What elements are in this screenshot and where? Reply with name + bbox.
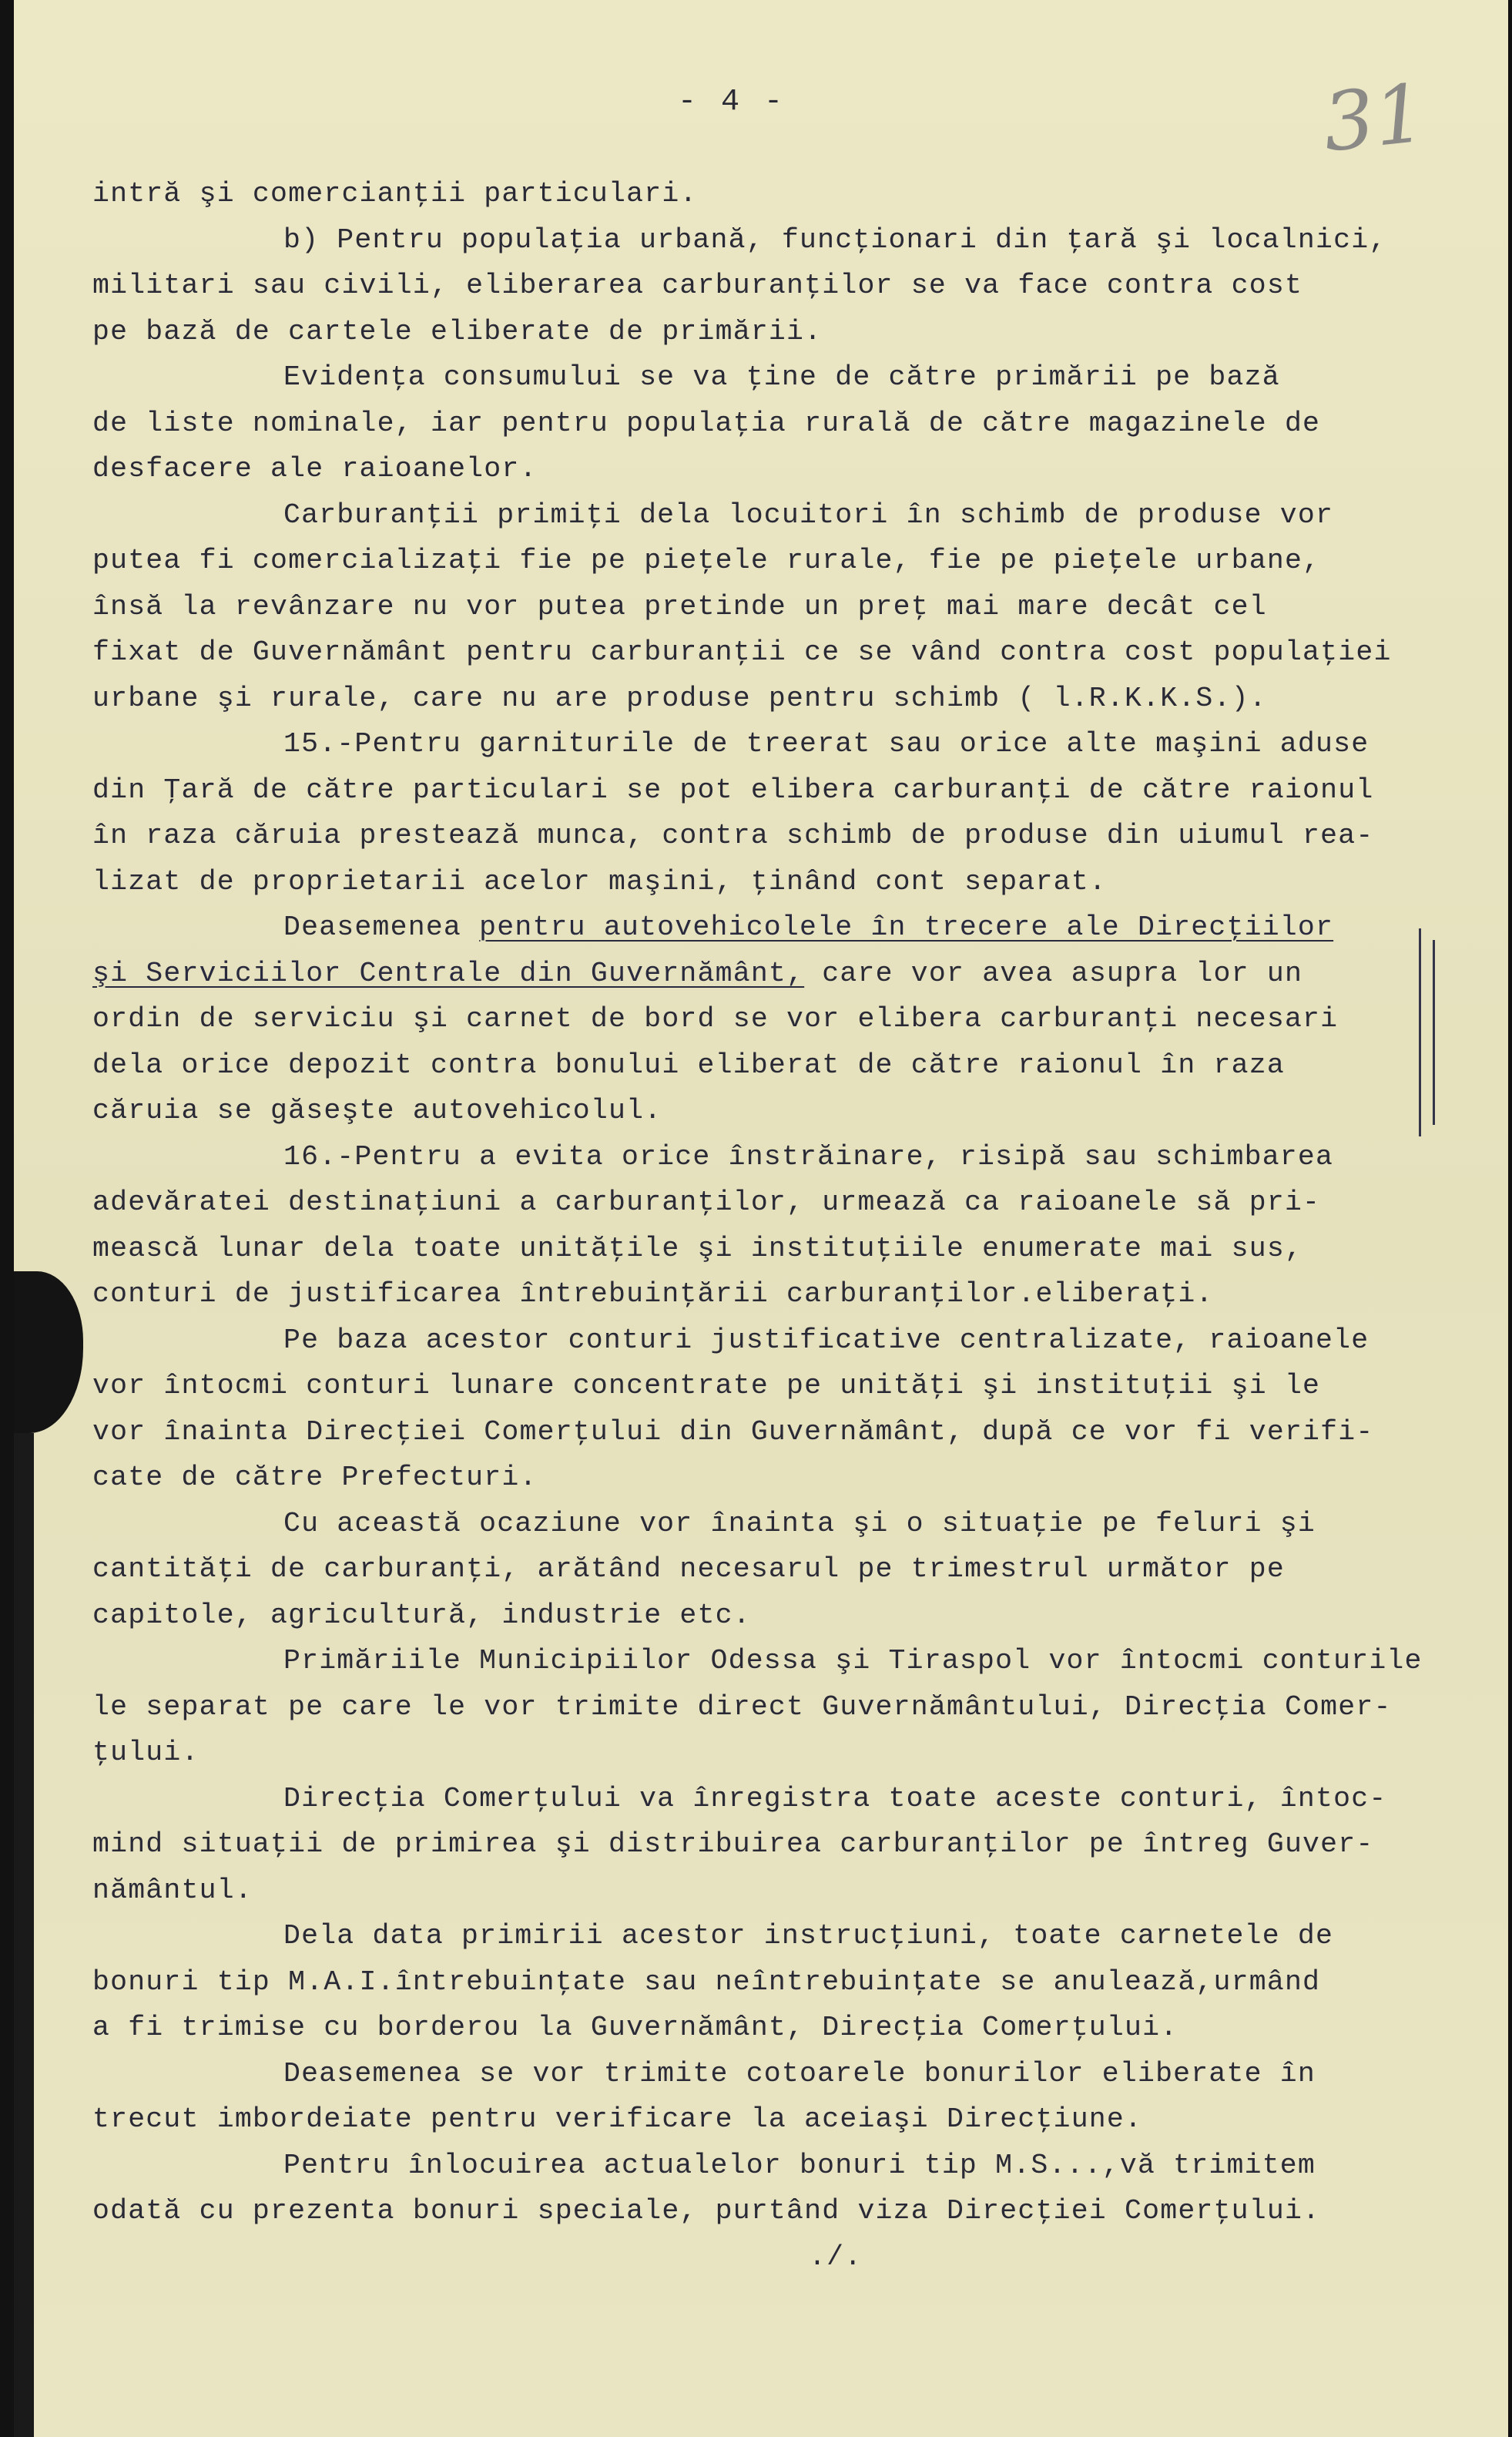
text-line: căruia se găseşte autovehicolul.	[92, 1095, 662, 1126]
text-line: nământul.	[92, 1874, 253, 1906]
text-line: lizat de proprietarii acelor maşini, ţinând cont separat.	[92, 865, 1107, 898]
text-line: capitole, agricultură, industrie etc.	[92, 1599, 751, 1631]
text-line: vor întocmi conturi lunare concentrate pe unităţi şi instituţii şi le	[92, 1370, 1321, 1401]
text-line: din Ţară de către particulari se pot elibera carburanţi de către raionul	[92, 774, 1374, 806]
text-line: Primăriile Municipiilor Odessa şi Tiraspol vor întocmi conturile	[283, 1645, 1423, 1677]
text-line: Deasemenea pentru autovehicolele în trecere ale Direcţiilor	[283, 911, 1334, 943]
text-line: cate de către Prefecturi.	[92, 1462, 538, 1493]
margin-bracket-mark	[1414, 928, 1445, 1136]
text-line: de liste nominale, iar pentru populaţia rurală de către magazinele de	[92, 407, 1321, 439]
text-line: ţului.	[92, 1737, 199, 1768]
text-line: ./.	[809, 2241, 863, 2273]
text-line: Direcţia Comerţului va înregistra toate aceste conturi, întoc-	[283, 1782, 1387, 1814]
text-line: Pe baza acestor conturi justificative centralizate, raioanele	[283, 1324, 1370, 1356]
text-line: Evidenţa consumului se va ţine de către primării pe bază	[283, 361, 1280, 393]
text-line: în raza căruia prestează munca, contra schimb de produse din uiumul rea-	[92, 820, 1374, 851]
text-line: intră şi comercianţii particulari.	[92, 178, 698, 210]
underlined-text: şi Serviciilor Centrale din Guvernământ,	[92, 957, 805, 989]
text-line: le separat pe care le vor trimite direct Guvernământului, Direcţia Comer-	[92, 1690, 1392, 1723]
underlined-text: pentru autovehicolele în trecere ale Direcţiilor	[479, 911, 1334, 943]
page-number: - 4 -	[678, 85, 786, 119]
text-line: a fi trimise cu borderou la Guvernământ, Direcţia Comerţului.	[92, 2012, 1178, 2043]
text-line: b) Pentru populaţia urbană, funcţionari din ţară şi localnici,	[283, 223, 1387, 256]
text-line: mind situaţii de primirea şi distribuirea carburanţilor pe întreg Guver-	[92, 1828, 1374, 1860]
text-line: 16.-Pentru a evita orice înstrăinare, risipă sau schimbarea	[283, 1140, 1334, 1173]
handwritten-folio-number: 31	[1318, 65, 1430, 170]
document-page	[14, 0, 1508, 2437]
torn-edge-damage	[14, 1271, 83, 1433]
text-line: militari sau civili, eliberarea carburanţilor se va face contra cost	[92, 270, 1303, 301]
text-line: adevăratei destinaţiuni a carburanţilor, urmează ca raioanele să pri-	[92, 1187, 1321, 1218]
text-line: conturi de justificarea întrebuinţării carburanţilor.eliberaţi.	[92, 1278, 1214, 1310]
page-left-edge-shadow	[14, 1433, 34, 2437]
text-line: 15.-Pentru garniturile de treerat sau orice alte maşini aduse	[283, 728, 1370, 760]
text-line: vor înainta Direcţiei Comerţului din Guvernământ, după ce vor fi verifi-	[92, 1415, 1374, 1448]
text-line: şi Serviciilor Centrale din Guvernământ, care vor avea asupra lor un	[92, 957, 1303, 989]
text-line: însă la revânzare nu vor putea pretinde un preţ mai mare decât cel	[92, 590, 1267, 623]
text-line: desfacere ale raioanelor.	[92, 453, 538, 485]
text-line: odată cu prezenta bonuri speciale, purtând viza Direcţiei Comerţului.	[92, 2195, 1321, 2227]
text-line: cantităţi de carburanţi, arătând necesarul pe trimestrul următor pe	[92, 1553, 1285, 1585]
text-line: bonuri tip M.A.I.întrebuinţate sau neîntrebuinţate se anulează,urmând	[92, 1965, 1321, 1998]
text-line: mească lunar dela toate unităţile şi instituţiile enumerate mai sus,	[92, 1232, 1303, 1264]
document-body	[92, 171, 1479, 2280]
text-line: Dela data primirii acestor instrucţiuni, toate carnetele de	[283, 1920, 1334, 1952]
text-line: urbane şi rurale, care nu are produse pentru schimb ( l.R.K.K.S.).	[92, 682, 1267, 714]
text-line: dela orice depozit contra bonului eliberat de către raionul în raza	[92, 1049, 1285, 1081]
text-line: fixat de Guvernământ pentru carburanţii ce se vând contra cost populaţiei	[92, 636, 1392, 668]
text-line: trecut imbordeiate pentru verificare la aceiaşi Direcţiune.	[92, 2103, 1143, 2135]
text-line: Pentru înlocuirea actualelor bonuri tip M.S...,vă trimitem	[283, 2149, 1316, 2181]
text-line: Carburanţii primiţi dela locuitori în schimb de produse vor	[283, 498, 1334, 531]
text-line: Deasemenea se vor trimite cotoarele bonurilor eliberate în	[283, 2057, 1316, 2090]
text-line: ordin de serviciu şi carnet de bord se vor elibera carburanţi necesari	[92, 1003, 1339, 1035]
text-line: Cu această ocaziune vor înainta şi o situaţie pe feluri şi	[283, 1507, 1316, 1539]
text-line: pe bază de cartele eliberate de primării.	[92, 315, 823, 347]
text-line: putea fi comercializaţi fie pe pieţele rurale, fie pe pieţele urbane,	[92, 545, 1321, 576]
